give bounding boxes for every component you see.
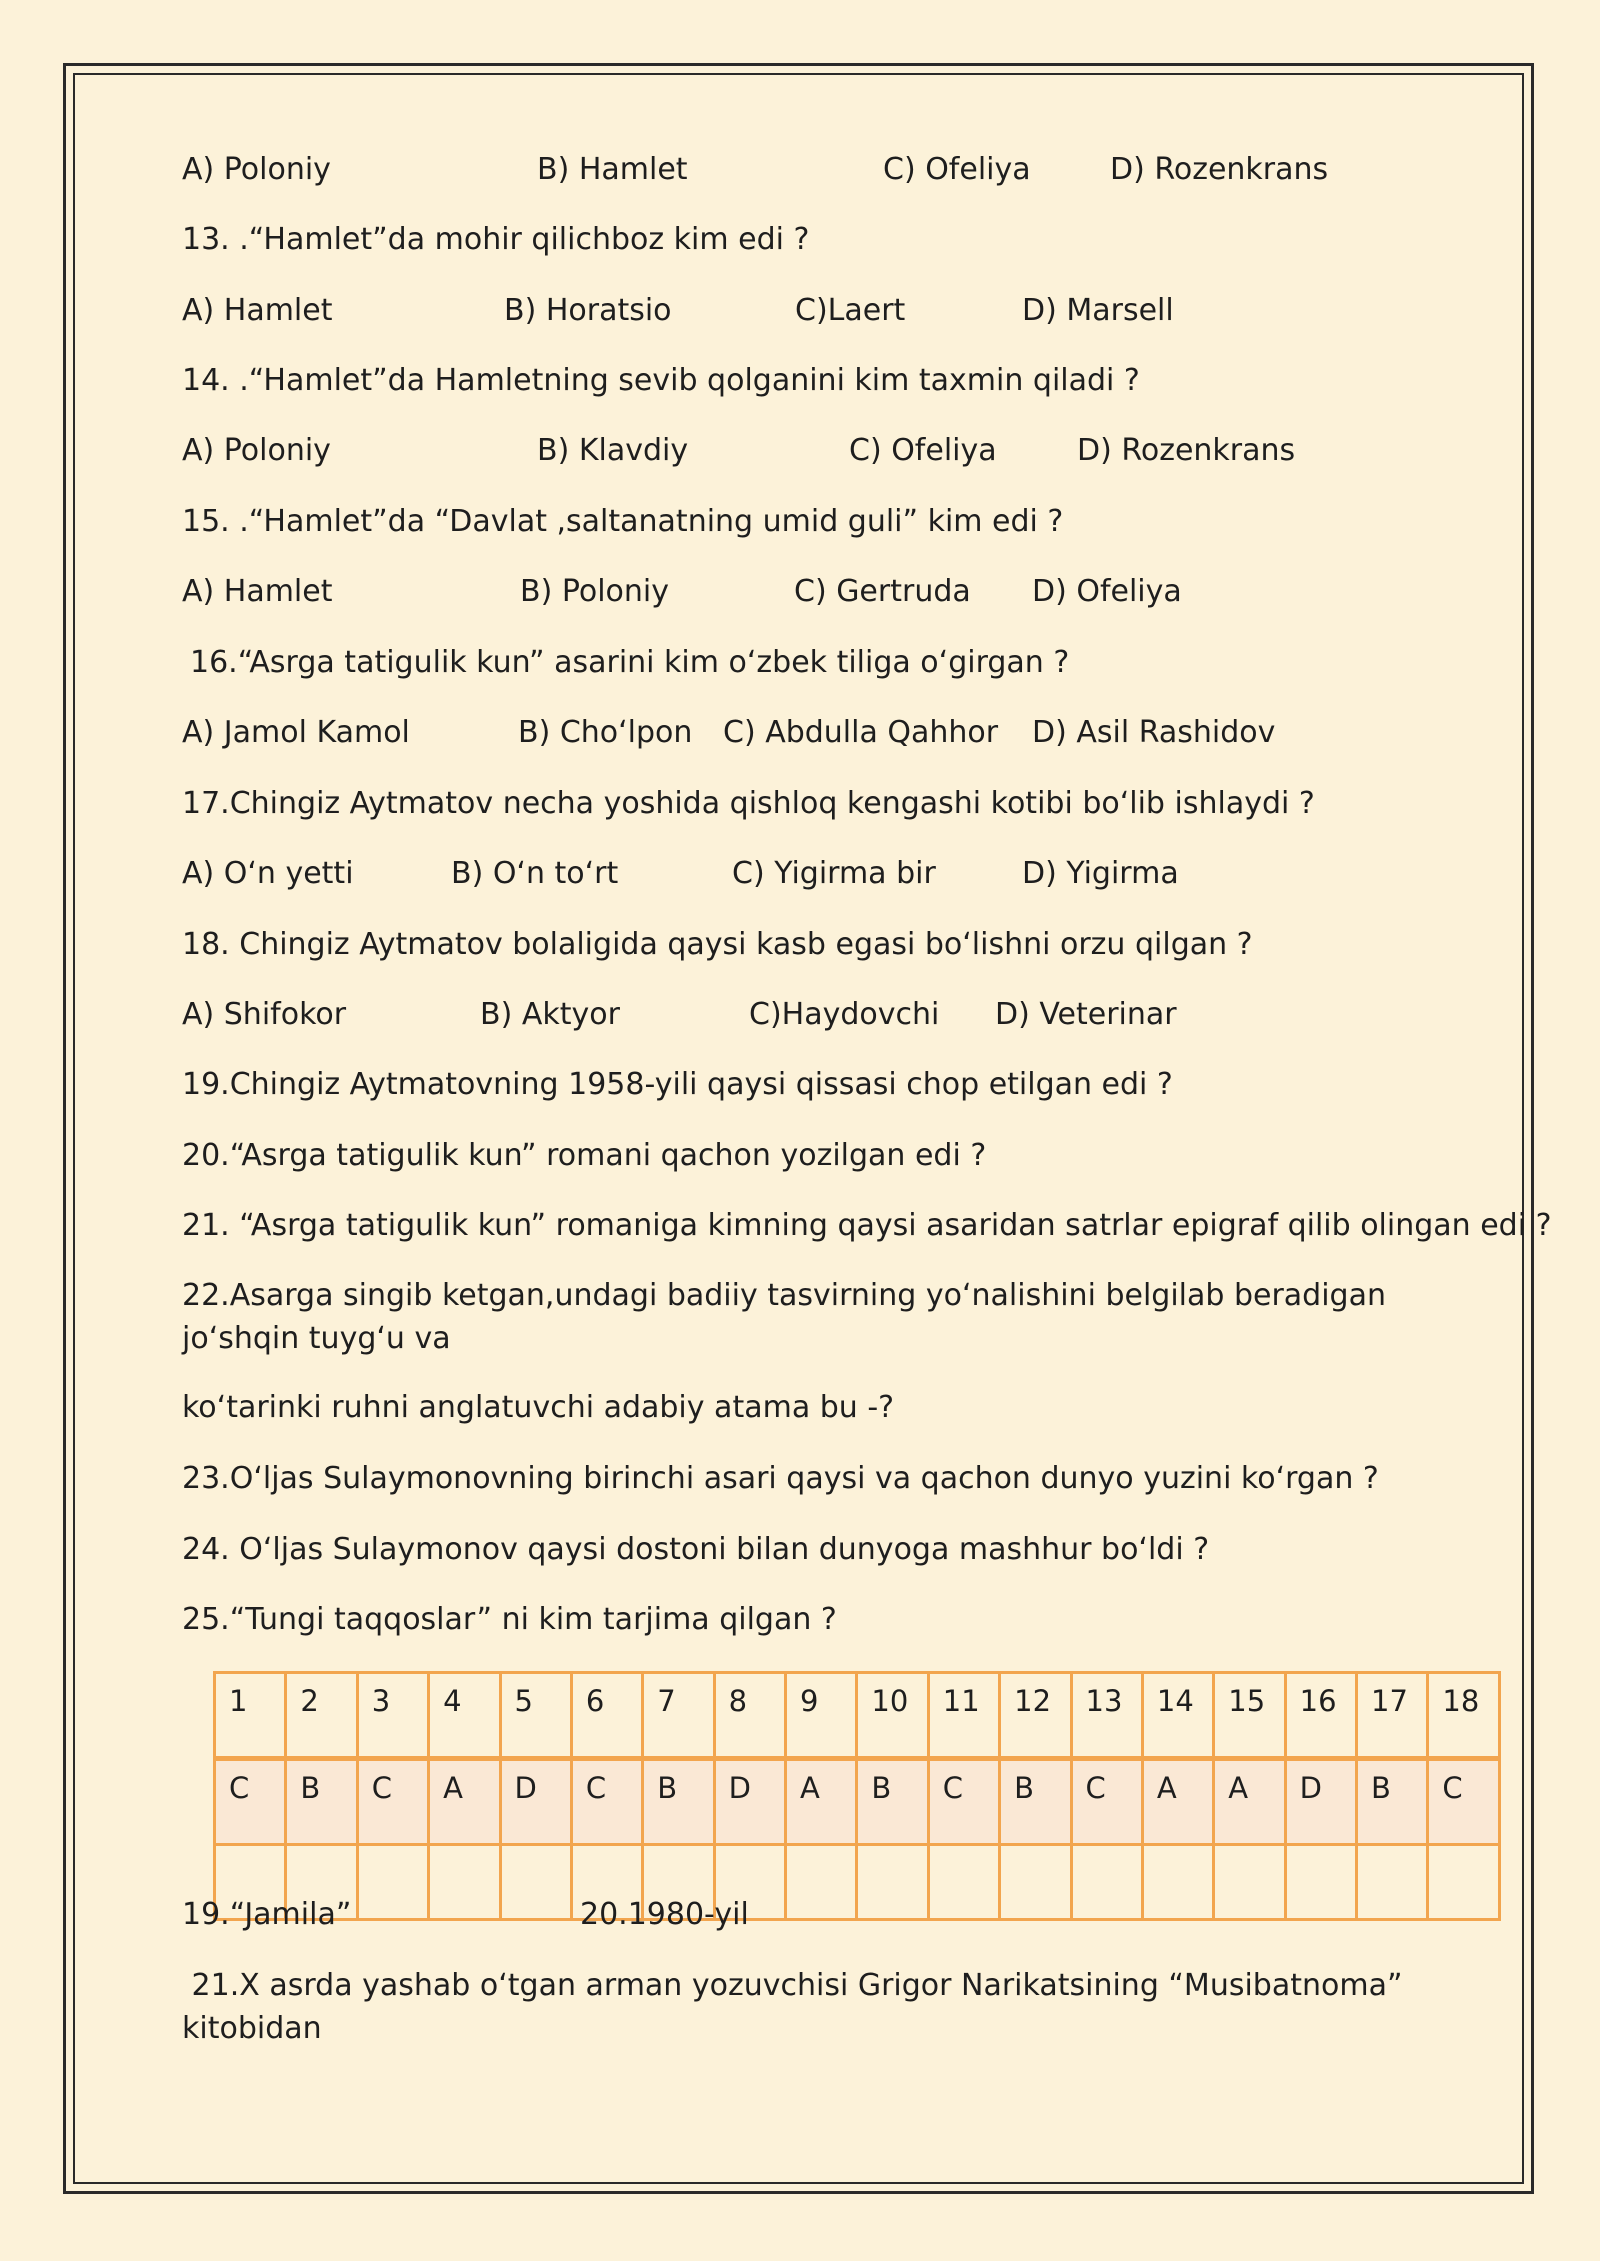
number-cell: 2 (286, 1673, 357, 1759)
option-d: D) Yigirma (1022, 856, 1179, 891)
option-a: A) Poloniy (182, 152, 331, 187)
option-a: A) Poloniy (182, 433, 331, 468)
option-d: D) Asil Rashidov (1032, 715, 1276, 750)
question-19: 19.Chingiz Aytmatovning 1958-yili qaysi qissasi chop etilgan edi ? (182, 1067, 1173, 1102)
question-15: 15. .“Hamlet”da “Davlat ,saltanatning umid guli” kim edi ? (182, 504, 1064, 539)
question-24: 24. O‘ljas Sulaymonov qaysi dostoni bilan dunyoga mashhur bo‘ldi ? (182, 1532, 1210, 1567)
empty-cell (1428, 1845, 1500, 1920)
number-cell: 1 (215, 1673, 286, 1759)
answer-cell: C (928, 1759, 999, 1845)
number-cell: 16 (1285, 1673, 1356, 1759)
number-cell: 3 (357, 1673, 428, 1759)
number-cell: 6 (571, 1673, 642, 1759)
question-14: 14. .“Hamlet”da Hamletning sevib qolganini kim taxmin qiladi ? (182, 363, 1140, 398)
option-b: B) Klavdiy (537, 433, 689, 468)
answer-cell: C (571, 1759, 642, 1845)
question-18: 18. Chingiz Aytmatov bolaligida qaysi kasb egasi bo‘lishni orzu qilgan ? (182, 927, 1253, 962)
number-cell: 7 (643, 1673, 714, 1759)
question-13: 13. .“Hamlet”da mohir qilichboz kim edi ? (182, 222, 810, 257)
option-b: B) Poloniy (520, 574, 669, 609)
answer-cell: D (500, 1759, 571, 1845)
answer-cell: C (215, 1759, 286, 1845)
number-cell: 8 (714, 1673, 785, 1759)
number-cell: 5 (500, 1673, 571, 1759)
empty-cell (1000, 1845, 1071, 1920)
empty-cell (1071, 1845, 1142, 1920)
empty-cell (1285, 1845, 1356, 1920)
empty-cell (1214, 1845, 1285, 1920)
number-cell: 14 (1142, 1673, 1213, 1759)
question-23: 23.O‘ljas Sulaymonovning birinchi asari qaysi va qachon dunyo yuzini ko‘rgan ? (182, 1461, 1379, 1496)
question-16-text: 16.“Asrga tatigulik kun” asarini kim o‘zbek tiliga o‘girgan ? (190, 645, 1070, 680)
question-20: 20.“Asrga tatigulik kun” romani qachon yozilgan edi ? (182, 1138, 987, 1173)
number-cell: 11 (928, 1673, 999, 1759)
table-row-empty (215, 1845, 1500, 1920)
answer-cell: A (1142, 1759, 1213, 1845)
answer-cell: C (1071, 1759, 1142, 1845)
option-d: D) Veterinar (995, 997, 1177, 1032)
number-cell: 9 (786, 1673, 857, 1759)
empty-cell (500, 1845, 571, 1920)
option-a: A) O‘n yetti (182, 856, 354, 891)
option-d: D) Rozenkrans (1077, 433, 1296, 468)
number-cell: 4 (429, 1673, 500, 1759)
empty-cell (357, 1845, 428, 1920)
option-c: C)Laert (795, 293, 906, 328)
answer-cell: B (1357, 1759, 1428, 1845)
option-d: D) Marsell (1022, 293, 1174, 328)
number-cell: 17 (1357, 1673, 1428, 1759)
option-b: B) Aktyor (480, 997, 620, 1032)
option-a: A) Shifokor (182, 997, 347, 1032)
option-a: A) Jamol Kamol (182, 715, 410, 750)
answer-cell: B (857, 1759, 928, 1845)
option-d: D) Ofeliya (1032, 574, 1182, 609)
option-c: C)Haydovchi (749, 997, 940, 1032)
number-cell: 18 (1428, 1673, 1500, 1759)
option-c: C) Abdulla Qahhor (723, 715, 999, 750)
option-b: B) Cho‘lpon (518, 715, 693, 750)
option-a: A) Hamlet (182, 574, 333, 609)
answer-cell: A (786, 1759, 857, 1845)
question-22: 22.Asarga singib ketgan,undagi badiiy tasvirning yo‘nalishini belgilab beradigan jo‘shqin tuyg‘u va (182, 1278, 1386, 1356)
answer-cell: B (1000, 1759, 1071, 1845)
question-16 (182, 645, 1069, 681)
empty-cell (1142, 1845, 1213, 1920)
table-row-answers (215, 1759, 1500, 1845)
option-c: C) Ofeliya (883, 152, 1031, 187)
empty-cell (429, 1845, 500, 1920)
question-17: 17.Chingiz Aytmatov necha yoshida qishloq kengashi kotibi bo‘lib ishlaydi ? (182, 786, 1315, 821)
answer-19: 19.“Jamila” (182, 1897, 352, 1932)
empty-cell (857, 1845, 928, 1920)
option-d: D) Rozenkrans (1110, 152, 1329, 187)
question-22-continued: ko‘tarinki ruhni anglatuvchi adabiy atama bu -? (182, 1390, 895, 1425)
answer-cell: A (1214, 1759, 1285, 1845)
answer-21: 21.X asrda yashab o‘tgan arman yozuvchisi Grigor Narikatsining “Musibatnoma” kitobidan (182, 1968, 1413, 2046)
empty-cell (928, 1845, 999, 1920)
table-row-numbers (215, 1673, 1500, 1759)
option-b: B) O‘n to‘rt (451, 856, 619, 891)
option-c: C) Gertruda (794, 574, 971, 609)
option-b: B) Hamlet (537, 152, 688, 187)
number-cell: 15 (1214, 1673, 1285, 1759)
empty-cell (786, 1845, 857, 1920)
number-cell: 13 (1071, 1673, 1142, 1759)
answer-cell: B (643, 1759, 714, 1845)
option-c: C) Ofeliya (849, 433, 997, 468)
option-c: C) Yigirma bir (732, 856, 936, 891)
answer-cell: D (714, 1759, 785, 1845)
answer-cell: B (286, 1759, 357, 1845)
option-a: A) Hamlet (182, 293, 333, 328)
answer-cell: A (429, 1759, 500, 1845)
answer-cell: C (1428, 1759, 1500, 1845)
question-21: 21. “Asrga tatigulik kun” romaniga kimning qaysi asaridan satrlar epigraf qilib olingan edi ? (182, 1208, 1552, 1243)
number-cell: 12 (1000, 1673, 1071, 1759)
answer-cell: C (357, 1759, 428, 1845)
empty-cell (1357, 1845, 1428, 1920)
answer-cell: D (1285, 1759, 1356, 1845)
option-b: B) Horatsio (504, 293, 672, 328)
question-25: 25.“Tungi taqqoslar” ni kim tarjima qilgan ? (182, 1602, 837, 1637)
answer-key-table (213, 1671, 1501, 1921)
number-cell: 10 (857, 1673, 928, 1759)
answer-20: 20.1980-yil (580, 1897, 749, 1932)
